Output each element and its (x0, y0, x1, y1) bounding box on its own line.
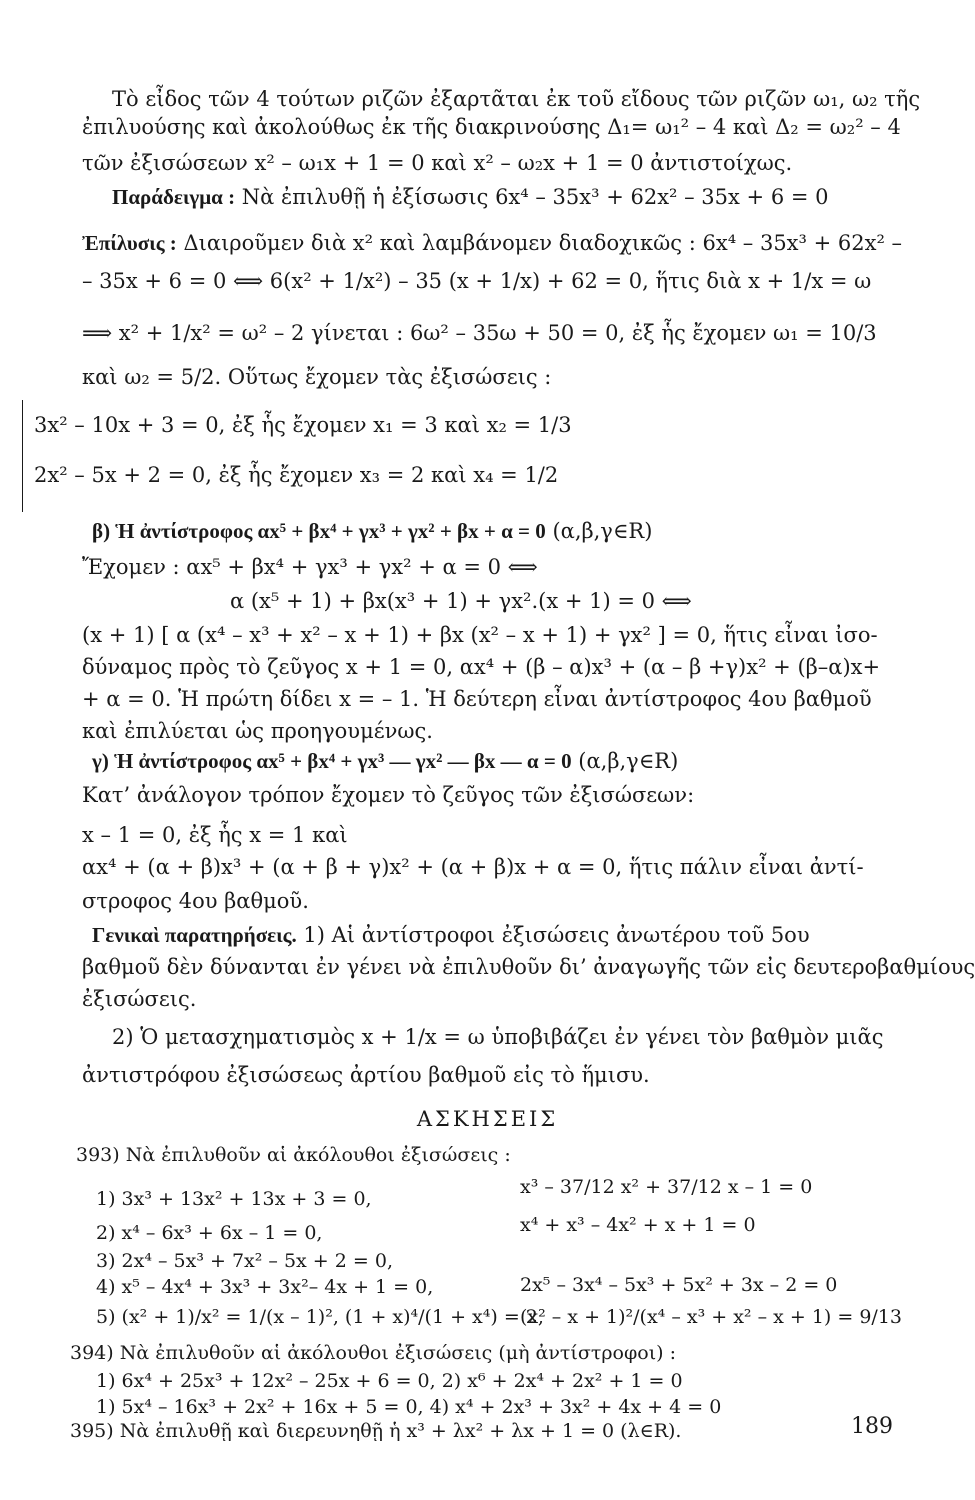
example-label: Παράδειγμα : (112, 185, 236, 209)
section-heading-params: (α,β,γ∈R) (571, 749, 679, 773)
exercise-item: x³ – 37/12 x² + 37/12 x – 1 = 0 (520, 1176, 813, 1198)
section-heading-text: γ) Ἡ ἀντίστροφος αx⁵ + βx⁴ + γx³ — γx² — βx — α = 0 (92, 749, 572, 773)
exercise-item: 1) 6x⁴ + 25x³ + 12x² – 25x + 6 = 0, 2) x⁶ + 2x⁴ + 2x² + 1 = 0 (96, 1370, 683, 1392)
system-equation: 3x² – 10x + 3 = 0, ἐξ ἧς ἔχομεν x₁ = 3 καὶ x₂ = 1/3 (34, 413, 572, 437)
remarks-label: Γενικαὶ παρατηρήσεις. (92, 923, 297, 947)
remarks-text: 1) Αἱ ἀντίστροφοι ἐξισώσεις ἀνωτέρου τοῦ 5ου (296, 923, 810, 947)
paragraph-line: ἐπιλυούσης καὶ ἀκολούθως ἐκ τῆς διακρινούσης Δ₁= ω₁² – 4 καὶ Δ₂ = ω₂² – 4 (82, 115, 901, 139)
paragraph-line: Ἔχομεν : αx⁵ + βx⁴ + γx³ + γx² + α = 0 ⟺ (82, 555, 538, 579)
exercise-item: 1) 3x³ + 13x² + 13x + 3 = 0, (96, 1188, 372, 1210)
solution-line: – 35x + 6 = 0 ⟺ 6(x² + 1/x²) – 35 (x + 1/x) + 62 = 0, ἥτις διὰ x + 1/x = ω (82, 269, 872, 293)
page-number: 189 (851, 1414, 893, 1439)
exercise-395: 395) Νὰ ἐπιλυθῇ καὶ διερευνηθῇ ἡ x³ + λx² + λx + 1 = 0 (λ∈R). (70, 1420, 682, 1442)
solution-line (82, 230, 902, 256)
section-heading (92, 748, 678, 774)
exercise-item: 2x⁵ – 3x⁴ – 5x³ + 5x² + 3x – 2 = 0 (520, 1274, 838, 1296)
exercise-item: 1) 5x⁴ – 16x³ + 2x² + 16x + 5 = 0, 4) x⁴ + 2x³ + 3x² + 4x + 4 = 0 (96, 1396, 722, 1418)
system-brace (22, 400, 23, 512)
paragraph-line: τῶν ἐξισώσεων x² – ω₁x + 1 = 0 καὶ x² – ω₂x + 1 = 0 ἀντιστοίχως. (82, 151, 793, 175)
paragraph-line: + α = 0. Ἡ πρώτη δίδει x = – 1. Ἡ δεύτερη εἶναι ἀντίστροφος 4ου βαθμοῦ (82, 687, 872, 711)
exercise-item: 5) (x² + 1)/x² = 1/(x – 1)², (1 + x)⁴/(1 + x⁴) = 2, (96, 1306, 544, 1328)
system-equation: 2x² – 5x + 2 = 0, ἐξ ἧς ἔχομεν x₃ = 2 καὶ x₄ = 1/2 (34, 463, 559, 487)
paragraph-line: καὶ ἐπιλύεται ὡς προηγουμένως. (82, 719, 433, 743)
example-line (112, 184, 829, 210)
exercise-item: 3) 2x⁴ – 5x³ + 7x² – 5x + 2 = 0, (96, 1250, 393, 1272)
section-heading (92, 518, 652, 544)
section-heading-text: β) Ἡ ἀντίστροφος αx⁵ + βx⁴ + γx³ + γx² + βx + α = 0 (92, 519, 546, 543)
paragraph-line: ἐξισώσεις. (82, 987, 197, 1011)
solution-line: καὶ ω₂ = 5/2. Οὕτως ἔχομεν τὰς ἐξισώσεις : (82, 365, 552, 389)
exercise-item: 4) x⁵ – 4x⁴ + 3x³ + 3x²– 4x + 1 = 0, (96, 1276, 434, 1298)
solution-label: Ἐπίλυσις : (82, 231, 177, 255)
paragraph-line: Τὸ εἶδος τῶν 4 τούτων ριζῶν ἐξαρτᾶται ἐκ τοῦ εἴδους τῶν ριζῶν ω₁, ω₂ τῆς (112, 87, 921, 111)
paragraph-line: δύναμος πρὸς τὸ ζεῦγος x + 1 = 0, αx⁴ + (β – α)x³ + (α – β +γ)x² + (β–α)x+ (82, 655, 881, 679)
solution-line: ⟹ x² + 1/x² = ω² – 2 γίνεται : 6ω² – 35ω + 50 = 0, ἐξ ἧς ἔχομεν ω₁ = 10/3 (82, 321, 877, 345)
exercise-394: 394) Νὰ ἐπιλυθοῦν αἱ ἀκόλουθοι ἐξισώσεις (μὴ ἀντίστροφοι) : (70, 1342, 676, 1364)
exercises-title: ΑΣΚΗΣΕΙΣ (416, 1107, 559, 1131)
paragraph-line: Κατ’ ἀνάλογον τρόπον ἔχομεν τὸ ζεῦγος τῶν ἐξισώσεων: (82, 783, 695, 807)
exercise-item: 2) x⁴ – 6x³ + 6x – 1 = 0, (96, 1222, 323, 1244)
exercise-item: x⁴ + x³ – 4x² + x + 1 = 0 (520, 1214, 756, 1236)
paragraph-line: ἀντιστρόφου ἐξισώσεως ἀρτίου βαθμοῦ εἰς τὸ ἥμισυ. (82, 1063, 650, 1087)
solution-text: Διαιροῦμεν διὰ x² καὶ λαμβάνομεν διαδοχικῶς : 6x⁴ – 35x³ + 62x² – (176, 231, 903, 255)
example-text: Νὰ ἐπιλυθῇ ἡ ἐξίσωσις 6x⁴ – 35x³ + 62x² – 35x + 6 = 0 (235, 185, 829, 209)
exercise-393: 393) Νὰ ἐπιλυθοῦν αἱ ἀκόλουθοι ἐξισώσεις : (76, 1144, 511, 1166)
paragraph-line: στροφος 4ου βαθμοῦ. (82, 889, 309, 913)
section-heading-params: (α,β,γ∈R) (545, 519, 653, 543)
paragraph-line: 2) Ὁ μετασχηματισμὸς x + 1/x = ω ὑποβιβάζει ἐν γένει τὸν βαθμὸν μιᾶς (112, 1025, 884, 1049)
remarks-line (92, 922, 810, 948)
paragraph-line: αx⁴ + (α + β)x³ + (α + β + γ)x² + (α + β)x + α = 0, ἥτις πάλιν εἶναι ἀντί- (82, 855, 864, 879)
paragraph-line: βαθμοῦ δὲν δύνανται ἐν γένει νὰ ἐπιλυθοῦν δι’ ἀναγωγῆς τῶν εἰς δευτεροβαθμίους (82, 955, 975, 979)
exercise-item: (x² – x + 1)²/(x⁴ – x³ + x² – x + 1) = 9/13 (520, 1306, 903, 1328)
paragraph-line: (x + 1) [ α (x⁴ – x³ + x² – x + 1) + βx (x² – x + 1) + γx² ] = 0, ἥτις εἶναι ἰσο- (82, 623, 878, 647)
paragraph-line: α (x⁵ + 1) + βx(x³ + 1) + γx².(x + 1) = 0 ⟺ (230, 589, 692, 613)
paragraph-line: x – 1 = 0, ἐξ ἧς x = 1 καὶ (82, 823, 348, 847)
